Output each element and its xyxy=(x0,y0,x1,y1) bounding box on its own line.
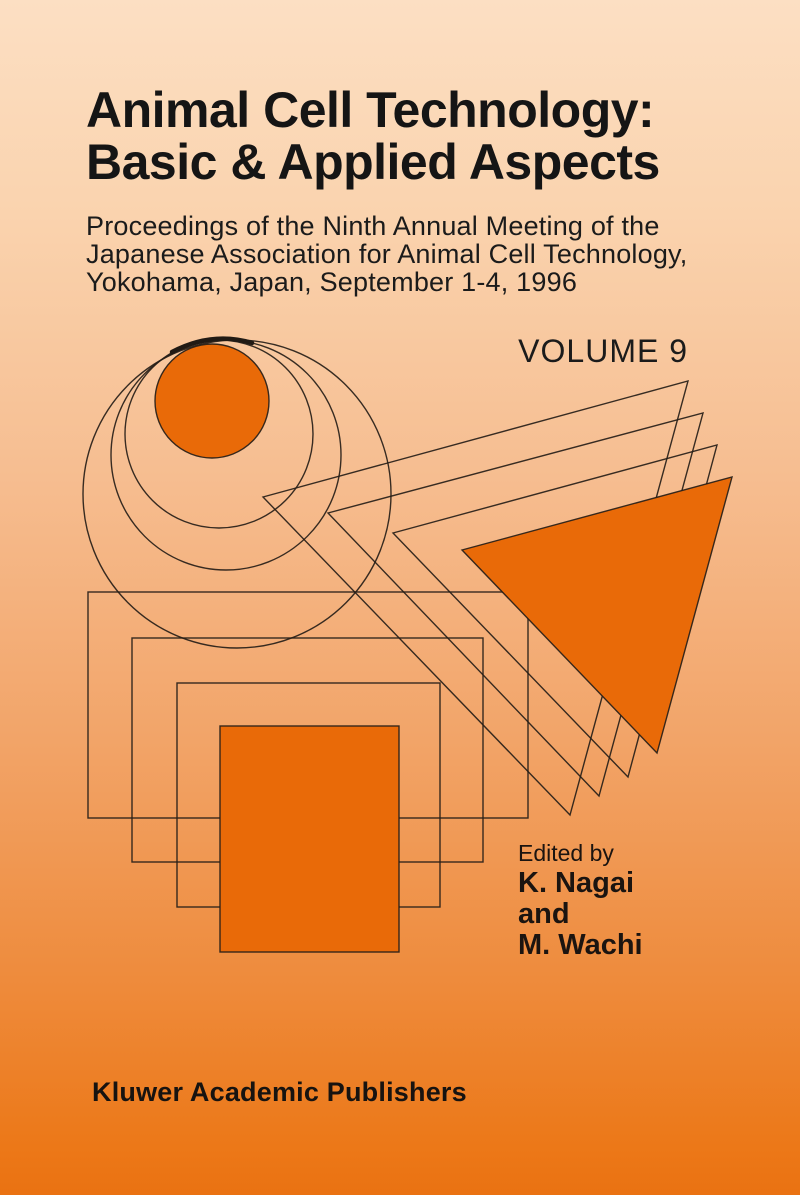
editor-name-2: M. Wachi xyxy=(518,929,643,961)
publisher-name: Kluwer Academic Publishers xyxy=(92,1077,467,1107)
subtitle-line-3: Yokohama, Japan, September 1-4, 1996 xyxy=(86,267,578,297)
filled-rectangle xyxy=(220,726,399,952)
edited-by-label: Edited by xyxy=(518,840,614,866)
subtitle-line-1: Proceedings of the Ninth Annual Meeting of the xyxy=(86,211,660,241)
volume-label: VOLUME 9 xyxy=(518,333,688,369)
title-line-1: Animal Cell Technology: xyxy=(86,82,655,138)
editor-name-1: K. Nagai xyxy=(518,867,635,899)
filled-circle xyxy=(155,344,269,458)
subtitle-line-2: Japanese Association for Animal Cell Technology, xyxy=(86,239,688,269)
page-title xyxy=(86,84,660,188)
editors-conjunction: and xyxy=(518,898,570,930)
title-line-2: Basic & Applied Aspects xyxy=(86,134,660,190)
filled-triangle xyxy=(462,477,732,753)
subtitle xyxy=(86,212,687,296)
editors-block xyxy=(518,838,643,961)
